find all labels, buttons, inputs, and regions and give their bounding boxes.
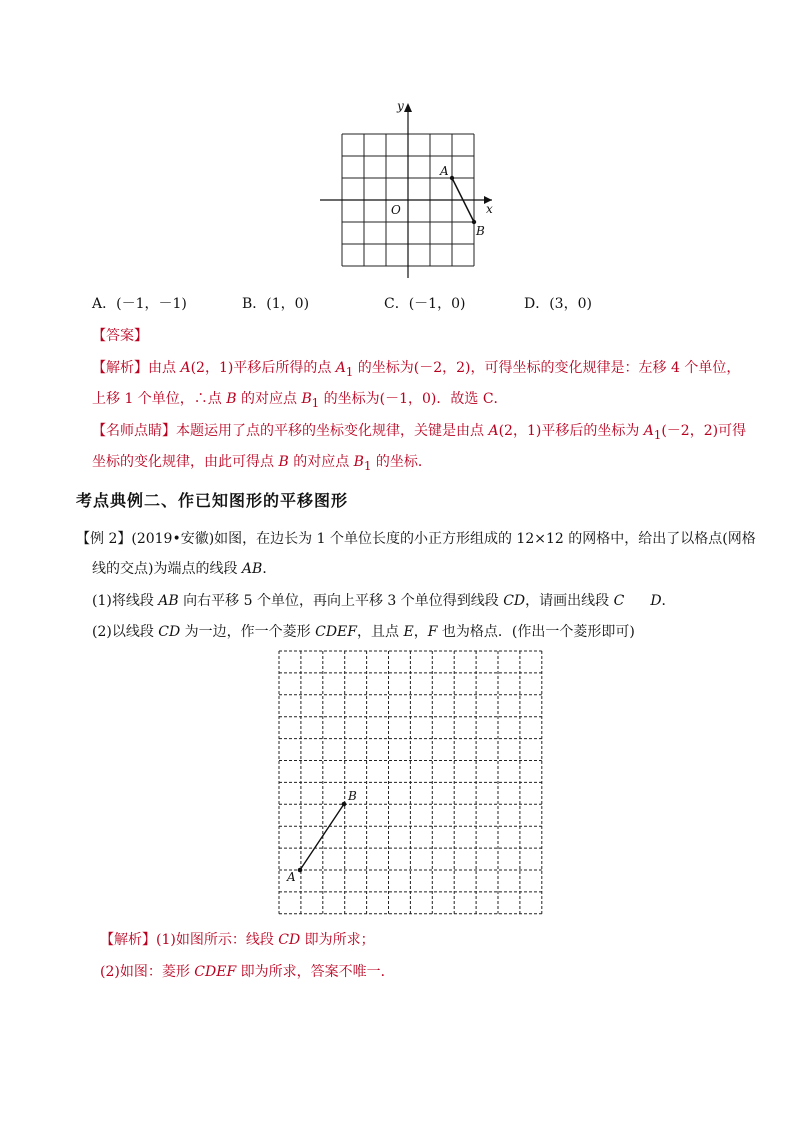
option-b: B．(1，0) (242, 296, 310, 312)
point-b-2 (342, 802, 347, 807)
y-axis-arrow (404, 103, 412, 112)
point-b-label: B (476, 224, 485, 238)
section-heading: 考点典例二、作已知图形的平移图形 (76, 491, 349, 510)
origin-label: O (391, 203, 401, 217)
option-a: A．(－1，－1) (92, 296, 187, 312)
example2-tag: 【例 2】 (76, 531, 132, 547)
point-a-2 (298, 868, 303, 873)
dashed-grid-figure (275, 648, 545, 916)
teacher-note-tag: 【名师点睛】 (92, 423, 176, 439)
example2-line1: 【例 2】(2019•安徽)如图，在边长为 1 个单位长度的小正方形组成的 12×12 的网格中，给出了以格点(网格 (76, 531, 756, 547)
segment-ab-2 (300, 804, 344, 870)
analysis2-tag: 【解析】 (100, 932, 156, 948)
x-axis-label: x (486, 202, 493, 216)
point-b-label-2: B (348, 789, 357, 803)
option-d: D．(3，0) (524, 296, 592, 312)
analysis-tag: 【解析】 (92, 360, 148, 376)
teacher-note-line1: 【名师点睛】本题运用了点的平移的坐标变化规律，关键是由点 A(2，1)平移后的坐标为 $A_1(-2$，2)可得 (92, 423, 747, 442)
analysis2-line1: 【解析】(1)如图所示：线段 CD 即为所求； (100, 932, 375, 948)
analysis2-line2: (2)如图：菱形 CDEF 即为所求，答案不唯一． (100, 964, 395, 980)
analysis1-line1: 【解析】由点 A(2，1)平移后所得的点 $A_1$ 的坐标为(－2，2)，可得坐标的变化规律是：左移 4 个单位， (92, 360, 741, 379)
question1: (1)将线段 AB 向右平移 5 个单位，再向上平移 3 个单位得到线段 CD，请画出线段 C D． (92, 593, 676, 609)
option-c: C．(－1，0) (384, 296, 466, 312)
point-a-label: A (440, 164, 449, 178)
answer-tag: 【答案】 (92, 328, 148, 344)
coordinate-grid-figure (310, 98, 510, 280)
point-a (450, 176, 454, 180)
question2: (2)以线段 CD 为一边，作一个菱形 CDEF，且点 E，F 也为格点．(作出一个菱形即可) (92, 624, 635, 640)
teacher-note-line2: 坐标的变化规律，由此可得点 B 的对应点 $B_1$ 的坐标． (92, 454, 432, 473)
axes (320, 106, 492, 278)
point-a-label-2: A (287, 870, 296, 884)
y-axis-label: y (397, 99, 404, 113)
example2-line2: 线的交点)为端点的线段 AB． (92, 561, 277, 577)
analysis1-line2: 上移 1 个单位，∴点 B 的对应点 $B_1$ 的坐标为(－1，0)．故选 C． (92, 391, 508, 410)
dashed-grid-lines (279, 651, 542, 914)
